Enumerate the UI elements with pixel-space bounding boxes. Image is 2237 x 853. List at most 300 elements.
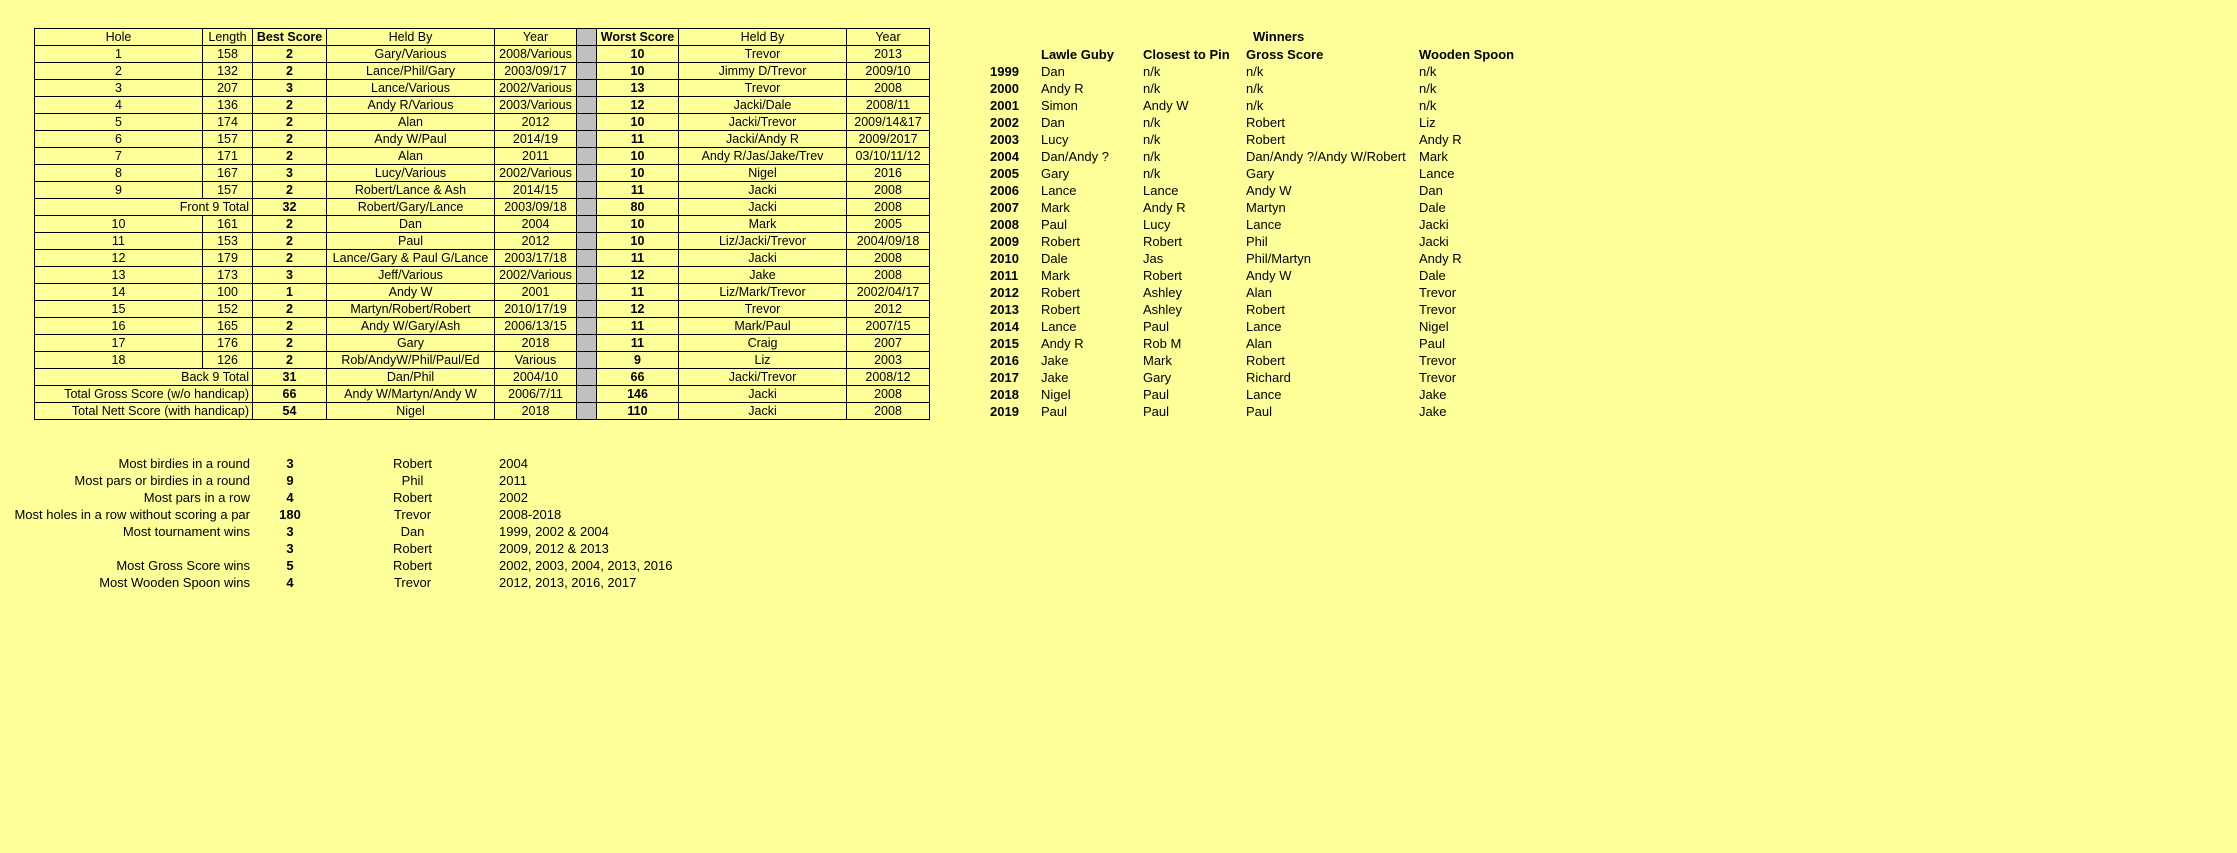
- winner-year: 2019: [990, 404, 1019, 419]
- hole-length: 158: [203, 46, 253, 63]
- hole-number: 15: [35, 301, 203, 318]
- worst-held-by: Craig: [679, 335, 847, 352]
- best-year: 2018: [495, 403, 577, 420]
- closest-to-pin-winner: Andy W: [1143, 98, 1189, 113]
- wooden-spoon-winner: Trevor: [1419, 353, 1457, 368]
- worst-held-by: Nigel: [679, 165, 847, 182]
- lawle-guby-winner: Robert: [1041, 234, 1081, 249]
- best-year: 2011: [495, 148, 577, 165]
- lawle-guby-winner: Robert: [1041, 285, 1081, 300]
- wooden-spoon-winner: Liz: [1419, 115, 1436, 130]
- table-row: [990, 199, 1539, 216]
- gross-score-winner: Andy W: [1246, 268, 1292, 283]
- gross-score-winner: Andy W: [1246, 183, 1292, 198]
- best-score: 1: [253, 284, 327, 301]
- separator-cell: [577, 97, 597, 114]
- best-year: 2008/Various: [495, 46, 577, 63]
- best-held-by: Alan: [327, 148, 495, 165]
- winners-title: Winners: [1253, 29, 1305, 44]
- worst-score: 9: [597, 352, 679, 369]
- hole-number: 9: [35, 182, 203, 199]
- best-year: 2004: [495, 216, 577, 233]
- separator-cell: [577, 216, 597, 233]
- worst-score: 146: [597, 386, 679, 403]
- worst-held-by: Jacki/Trevor: [679, 114, 847, 131]
- stat-label: Most birdies in a round: [118, 456, 250, 471]
- worst-score: 11: [597, 250, 679, 267]
- table-row: [35, 182, 930, 199]
- closest-to-pin-winner: Lucy: [1143, 217, 1171, 232]
- winner-year: 2015: [990, 336, 1019, 351]
- records-header-cell: Year: [495, 29, 577, 46]
- best-year: 2004/10: [495, 369, 577, 386]
- hole-length: 161: [203, 216, 253, 233]
- best-score: 66: [253, 386, 327, 403]
- table-row: [990, 250, 1539, 267]
- best-held-by: Gary: [327, 335, 495, 352]
- separator-cell: [577, 284, 597, 301]
- wooden-spoon-winner: Jacki: [1419, 234, 1449, 249]
- winner-year: 2010: [990, 251, 1019, 266]
- best-score: 2: [253, 233, 327, 250]
- best-year: 2003/09/18: [495, 199, 577, 216]
- closest-to-pin-winner: n/k: [1143, 132, 1161, 147]
- table-row: [990, 165, 1539, 182]
- winner-year: 2005: [990, 166, 1019, 181]
- winner-year: 2002: [990, 115, 1019, 130]
- closest-to-pin-winner: Robert: [1143, 234, 1183, 249]
- table-row: [990, 369, 1539, 386]
- worst-score: 10: [597, 233, 679, 250]
- worst-year: 03/10/11/12: [847, 148, 930, 165]
- hole-length: 165: [203, 318, 253, 335]
- worst-year: 2007/15: [847, 318, 930, 335]
- wooden-spoon-winner: Trevor: [1419, 285, 1457, 300]
- stat-label: Most pars in a row: [143, 490, 250, 505]
- winner-year: 2008: [990, 217, 1019, 232]
- stat-holder: Robert: [392, 456, 433, 471]
- worst-held-by: Liz/Jacki/Trevor: [679, 233, 847, 250]
- stat-value: 3: [286, 456, 294, 471]
- wooden-spoon-winner: Dale: [1419, 200, 1446, 215]
- best-held-by: Alan: [327, 114, 495, 131]
- table-row: [35, 131, 930, 148]
- gross-score-winner: n/k: [1246, 81, 1264, 96]
- best-held-by: Dan: [327, 216, 495, 233]
- worst-year: 2008: [847, 403, 930, 420]
- table-row: [990, 216, 1539, 233]
- best-score: 2: [253, 131, 327, 148]
- gross-score-winner: Phil: [1246, 234, 1268, 249]
- worst-held-by: Jake: [679, 267, 847, 284]
- best-score: 2: [253, 46, 327, 63]
- winners-header-row: [990, 46, 1539, 63]
- winners-header-cell: [990, 46, 1041, 63]
- winners-table: [990, 46, 1539, 420]
- table-row: [990, 318, 1539, 335]
- best-year: 2003/09/17: [495, 63, 577, 80]
- stat-holder: Trevor: [393, 507, 432, 522]
- hole-length: 100: [203, 284, 253, 301]
- best-held-by: Lucy/Various: [327, 165, 495, 182]
- gross-score-winner: Lance: [1246, 319, 1282, 334]
- best-score: 3: [253, 267, 327, 284]
- hole-length: 152: [203, 301, 253, 318]
- separator-cell: [577, 148, 597, 165]
- hole-length: 174: [203, 114, 253, 131]
- hole-length: 132: [203, 63, 253, 80]
- worst-held-by: Andy R/Jas/Jake/Trev: [679, 148, 847, 165]
- best-score: 2: [253, 216, 327, 233]
- records-header-cell: Hole: [35, 29, 203, 46]
- winner-year: 2014: [990, 319, 1019, 334]
- separator-cell: [577, 369, 597, 386]
- best-year: Various: [495, 352, 577, 369]
- wooden-spoon-winner: Paul: [1419, 336, 1446, 351]
- hole-length: 153: [203, 233, 253, 250]
- table-row: [990, 386, 1539, 403]
- stat-holder: Robert: [392, 490, 433, 505]
- stat-years: 2004: [499, 456, 528, 471]
- best-score: 2: [253, 148, 327, 165]
- winner-year: 2011: [990, 268, 1019, 283]
- best-held-by: Gary/Various: [327, 46, 495, 63]
- best-held-by: Andy W: [327, 284, 495, 301]
- worst-score: 10: [597, 216, 679, 233]
- gross-score-winner: Alan: [1246, 285, 1273, 300]
- best-held-by: Andy W/Martyn/Andy W: [327, 386, 495, 403]
- table-row: [990, 233, 1539, 250]
- table-row: [35, 403, 930, 420]
- lawle-guby-winner: Dale: [1041, 251, 1068, 266]
- table-row: [990, 284, 1539, 301]
- table-row: [990, 97, 1539, 114]
- worst-score: 11: [597, 182, 679, 199]
- gross-score-winner: Richard: [1246, 370, 1291, 385]
- worst-year: 2008/12: [847, 369, 930, 386]
- stat-value: 3: [286, 524, 294, 539]
- stat-label: Most Gross Score wins: [116, 558, 250, 573]
- table-row: [990, 63, 1539, 80]
- table-row: [0, 455, 699, 472]
- lawle-guby-winner: Dan: [1041, 115, 1065, 130]
- closest-to-pin-winner: Gary: [1143, 370, 1172, 385]
- stat-value: 9: [286, 473, 294, 488]
- lawle-guby-winner: Paul: [1041, 217, 1068, 232]
- gross-score-winner: Gary: [1246, 166, 1275, 181]
- stat-label: Most pars or birdies in a round: [74, 473, 250, 488]
- worst-year: 2009/14&17: [847, 114, 930, 131]
- lawle-guby-winner: Robert: [1041, 302, 1081, 317]
- table-row: [35, 267, 930, 284]
- table-row: [35, 233, 930, 250]
- table-row: [990, 114, 1539, 131]
- separator-cell: [577, 335, 597, 352]
- separator-cell: [577, 318, 597, 335]
- wooden-spoon-winner: Andy R: [1419, 132, 1462, 147]
- stat-holder: Trevor: [393, 575, 432, 590]
- gross-score-winner: Martyn: [1246, 200, 1286, 215]
- worst-held-by: Trevor: [679, 301, 847, 318]
- closest-to-pin-winner: Andy R: [1143, 200, 1186, 215]
- table-row: [35, 165, 930, 182]
- best-year: 2014/19: [495, 131, 577, 148]
- total-label: Back 9 Total: [35, 369, 253, 386]
- best-year: 2014/15: [495, 182, 577, 199]
- winner-year: 2009: [990, 234, 1019, 249]
- closest-to-pin-winner: Jas: [1143, 251, 1164, 266]
- stat-years: 2002, 2003, 2004, 2013, 2016: [499, 558, 673, 573]
- table-row: [35, 335, 930, 352]
- best-score: 2: [253, 318, 327, 335]
- worst-held-by: Jacki/Andy R: [679, 131, 847, 148]
- winner-year: 2016: [990, 353, 1019, 368]
- separator-cell: [577, 80, 597, 97]
- hole-length: 126: [203, 352, 253, 369]
- separator-cell: [577, 403, 597, 420]
- winner-year: 2017: [990, 370, 1019, 385]
- best-held-by: Jeff/Various: [327, 267, 495, 284]
- winner-year: 2004: [990, 149, 1019, 164]
- best-year: 2003/Various: [495, 97, 577, 114]
- worst-year: 2008: [847, 199, 930, 216]
- separator-cell: [577, 250, 597, 267]
- stat-years: 2002: [499, 490, 528, 505]
- stat-years: 2009, 2012 & 2013: [499, 541, 609, 556]
- best-score: 2: [253, 335, 327, 352]
- table-row: [35, 318, 930, 335]
- table-row: [35, 199, 930, 216]
- best-held-by: Robert/Lance & Ash: [327, 182, 495, 199]
- closest-to-pin-winner: Robert: [1143, 268, 1183, 283]
- worst-score: 66: [597, 369, 679, 386]
- best-score: 2: [253, 182, 327, 199]
- hole-number: 17: [35, 335, 203, 352]
- closest-to-pin-winner: Ashley: [1143, 285, 1183, 300]
- gross-score-winner: Robert: [1246, 353, 1286, 368]
- hole-length: 207: [203, 80, 253, 97]
- best-held-by: Nigel: [327, 403, 495, 420]
- closest-to-pin-winner: n/k: [1143, 64, 1161, 79]
- wooden-spoon-winner: Dale: [1419, 268, 1446, 283]
- gross-score-winner: Lance: [1246, 217, 1282, 232]
- worst-score: 10: [597, 63, 679, 80]
- total-label: Total Nett Score (with handicap): [35, 403, 253, 420]
- best-score: 54: [253, 403, 327, 420]
- separator-cell: [577, 182, 597, 199]
- best-held-by: Martyn/Robert/Robert: [327, 301, 495, 318]
- worst-year: 2004/09/18: [847, 233, 930, 250]
- lawle-guby-winner: Andy R: [1041, 336, 1084, 351]
- stat-years: 2011: [499, 473, 527, 488]
- stat-value: 4: [286, 575, 294, 590]
- gross-score-winner: Phil/Martyn: [1246, 251, 1312, 266]
- worst-year: 2009/10: [847, 63, 930, 80]
- worst-held-by: Liz/Mark/Trevor: [679, 284, 847, 301]
- table-row: [0, 506, 699, 523]
- stat-value: 5: [286, 558, 294, 573]
- winner-year: 2013: [990, 302, 1019, 317]
- winner-year: 2018: [990, 387, 1019, 402]
- lawle-guby-winner: Lance: [1041, 319, 1077, 334]
- worst-score: 12: [597, 97, 679, 114]
- hole-number: 2: [35, 63, 203, 80]
- best-year: 2002/Various: [495, 80, 577, 97]
- stat-years: 1999, 2002 & 2004: [499, 524, 609, 539]
- worst-held-by: Jacki/Dale: [679, 97, 847, 114]
- records-header-cell: [577, 29, 597, 46]
- winners-header-cell: Wooden Spoon: [1419, 47, 1515, 62]
- table-row: [35, 80, 930, 97]
- stat-value: 4: [286, 490, 294, 505]
- separator-cell: [577, 352, 597, 369]
- lawle-guby-winner: Nigel: [1041, 387, 1071, 402]
- closest-to-pin-winner: Lance: [1143, 183, 1179, 198]
- closest-to-pin-winner: Paul: [1143, 404, 1170, 419]
- best-score: 2: [253, 250, 327, 267]
- hole-length: 171: [203, 148, 253, 165]
- table-row: [0, 574, 699, 591]
- best-year: 2018: [495, 335, 577, 352]
- separator-cell: [577, 267, 597, 284]
- winner-year: 2012: [990, 285, 1019, 300]
- worst-year: 2013: [847, 46, 930, 63]
- lawle-guby-winner: Gary: [1041, 166, 1070, 181]
- lawle-guby-winner: Lance: [1041, 183, 1077, 198]
- best-score: 2: [253, 352, 327, 369]
- wooden-spoon-winner: n/k: [1419, 64, 1437, 79]
- worst-year: 2005: [847, 216, 930, 233]
- best-year: 2006/7/11: [495, 386, 577, 403]
- hole-length: 157: [203, 131, 253, 148]
- hole-length: 176: [203, 335, 253, 352]
- worst-held-by: Liz: [679, 352, 847, 369]
- best-held-by: Andy R/Various: [327, 97, 495, 114]
- table-row: [35, 352, 930, 369]
- table-row: [35, 284, 930, 301]
- wooden-spoon-winner: n/k: [1419, 81, 1437, 96]
- best-year: 2006/13/15: [495, 318, 577, 335]
- stat-label: [0, 540, 250, 557]
- worst-year: 2008: [847, 182, 930, 199]
- hole-number: 14: [35, 284, 203, 301]
- table-row: [0, 472, 699, 489]
- best-held-by: Lance/Various: [327, 80, 495, 97]
- worst-year: 2016: [847, 165, 930, 182]
- closest-to-pin-winner: n/k: [1143, 149, 1161, 164]
- worst-year: 2002/04/17: [847, 284, 930, 301]
- separator-cell: [577, 165, 597, 182]
- hole-length: 179: [203, 250, 253, 267]
- wooden-spoon-winner: Lance: [1419, 166, 1455, 181]
- total-label: Front 9 Total: [35, 199, 253, 216]
- hole-number: 18: [35, 352, 203, 369]
- stat-years: 2012, 2013, 2016, 2017: [499, 575, 637, 590]
- worst-held-by: Jacki: [679, 386, 847, 403]
- best-score: 3: [253, 165, 327, 182]
- worst-score: 10: [597, 148, 679, 165]
- gross-score-winner: n/k: [1246, 98, 1264, 113]
- wooden-spoon-winner: Dan: [1419, 183, 1443, 198]
- stat-holder: Robert: [392, 541, 433, 556]
- stat-label: Most Wooden Spoon wins: [99, 575, 250, 590]
- separator-cell: [577, 301, 597, 318]
- table-row: [35, 250, 930, 267]
- worst-year: 2008: [847, 386, 930, 403]
- hole-number: 6: [35, 131, 203, 148]
- lawle-guby-winner: Mark: [1041, 200, 1070, 215]
- best-held-by: Paul: [327, 233, 495, 250]
- table-row: [35, 148, 930, 165]
- table-row: [0, 540, 699, 557]
- best-score: 3: [253, 80, 327, 97]
- separator-cell: [577, 114, 597, 131]
- lawle-guby-winner: Jake: [1041, 370, 1069, 385]
- separator-cell: [577, 386, 597, 403]
- table-row: [35, 386, 930, 403]
- worst-year: 2012: [847, 301, 930, 318]
- best-year: 2010/17/19: [495, 301, 577, 318]
- table-row: [990, 182, 1539, 199]
- closest-to-pin-winner: n/k: [1143, 166, 1161, 181]
- table-row: [990, 335, 1539, 352]
- worst-score: 11: [597, 335, 679, 352]
- worst-held-by: Trevor: [679, 80, 847, 97]
- hole-number: 11: [35, 233, 203, 250]
- worst-year: 2008/11: [847, 97, 930, 114]
- records-stats-table: [0, 455, 699, 591]
- lawle-guby-winner: Lucy: [1041, 132, 1069, 147]
- wooden-spoon-winner: Jake: [1419, 387, 1447, 402]
- worst-score: 11: [597, 318, 679, 335]
- separator-cell: [577, 63, 597, 80]
- stat-holder: Dan: [400, 524, 425, 539]
- stat-value: 180: [279, 507, 301, 522]
- hole-number: 13: [35, 267, 203, 284]
- worst-year: 2009/2017: [847, 131, 930, 148]
- best-score: 2: [253, 97, 327, 114]
- hole-number: 4: [35, 97, 203, 114]
- worst-year: 2003: [847, 352, 930, 369]
- worst-held-by: Jacki: [679, 182, 847, 199]
- wooden-spoon-winner: Trevor: [1419, 302, 1457, 317]
- records-header-cell: Length: [203, 29, 253, 46]
- best-score: 2: [253, 63, 327, 80]
- wooden-spoon-winner: Mark: [1419, 149, 1448, 164]
- table-row: [35, 369, 930, 386]
- worst-score: 12: [597, 301, 679, 318]
- hole-number: 16: [35, 318, 203, 335]
- separator-cell: [577, 46, 597, 63]
- best-year: 2002/Various: [495, 165, 577, 182]
- gross-score-winner: Paul: [1246, 404, 1273, 419]
- best-held-by: Lance/Phil/Gary: [327, 63, 495, 80]
- lawle-guby-winner: Mark: [1041, 268, 1070, 283]
- table-row: [35, 63, 930, 80]
- worst-score: 12: [597, 267, 679, 284]
- closest-to-pin-winner: Paul: [1143, 387, 1170, 402]
- records-header-row: [35, 29, 930, 46]
- stat-holder: Robert: [392, 558, 433, 573]
- best-score: 31: [253, 369, 327, 386]
- worst-score: 11: [597, 131, 679, 148]
- worst-score: 80: [597, 199, 679, 216]
- total-label: Total Gross Score (w/o handicap): [35, 386, 253, 403]
- best-held-by: Andy W/Paul: [327, 131, 495, 148]
- separator-cell: [577, 199, 597, 216]
- wooden-spoon-winner: Jake: [1419, 404, 1447, 419]
- table-row: [35, 97, 930, 114]
